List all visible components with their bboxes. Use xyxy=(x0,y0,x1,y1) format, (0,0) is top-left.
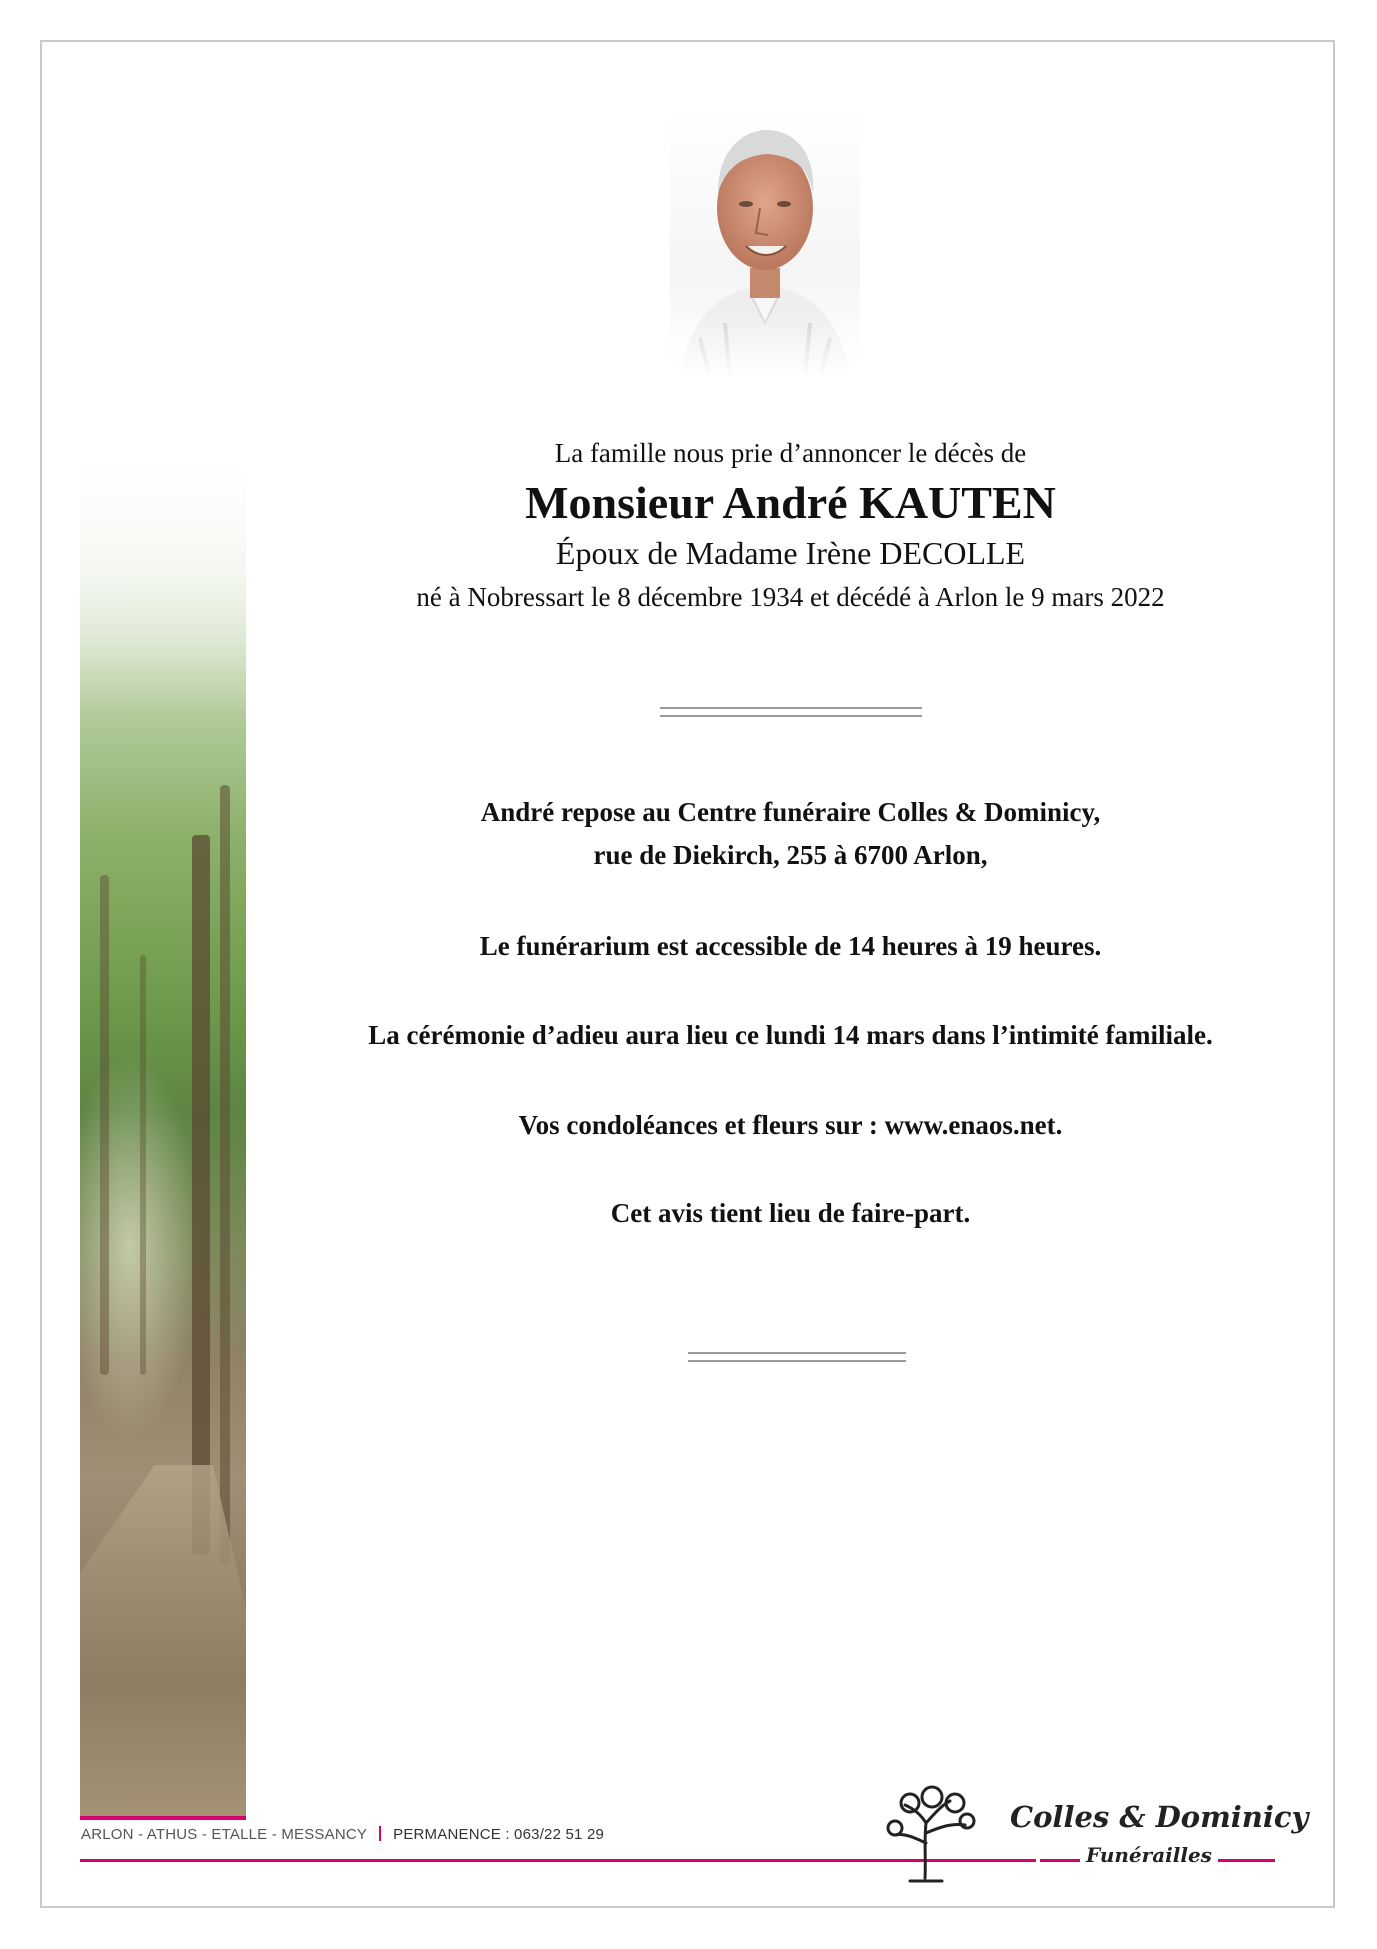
divider-bottom xyxy=(688,1352,906,1362)
brand-subtitle: Funérailles xyxy=(1086,1843,1212,1867)
deceased-name: Monsieur André KAUTEN xyxy=(525,477,1056,528)
tree-logo-icon xyxy=(880,1783,980,1883)
brand-sub-line-right xyxy=(1218,1859,1275,1862)
visiting-hours-line: Le funérarium est accessible de 14 heures à 19 heures. xyxy=(479,931,1102,961)
address-line: rue de Diekirch, 255 à 6700 Arlon, xyxy=(593,840,988,870)
footer-permanence: PERMANENCE : 063/22 51 29 xyxy=(393,1826,605,1843)
spouse-line: Époux de Madame Irène DECOLLE xyxy=(555,535,1026,571)
brand-name: Colles & Dominicy xyxy=(1010,1800,1309,1834)
ceremony-line: La cérémonie d’adieu aura lieu ce lundi 14 mars dans l’intimité familiale. xyxy=(368,1020,1213,1050)
rest-location-line: André repose au Centre funéraire Colles & Dominicy, xyxy=(480,797,1101,827)
condolences-line: Vos condoléances et fleurs sur : www.enaos.net. xyxy=(518,1110,1063,1140)
intro-text: La famille nous prie d’annoncer le décès de xyxy=(554,438,1027,468)
footer-contact xyxy=(81,1826,604,1843)
footer-locations: ARLON - ATHUS - ETALLE - MESSANCY xyxy=(81,1826,368,1843)
footer-separator xyxy=(379,1826,381,1841)
portrait-photo xyxy=(670,108,860,378)
brand-sub-line-left xyxy=(1040,1859,1080,1862)
notice-line: Cet avis tient lieu de faire-part. xyxy=(610,1198,971,1228)
forest-path-image xyxy=(80,455,246,1820)
divider-top xyxy=(660,707,922,717)
birth-death-line: né à Nobressart le 8 décembre 1934 et décédé à Arlon le 9 mars 2022 xyxy=(416,582,1165,612)
